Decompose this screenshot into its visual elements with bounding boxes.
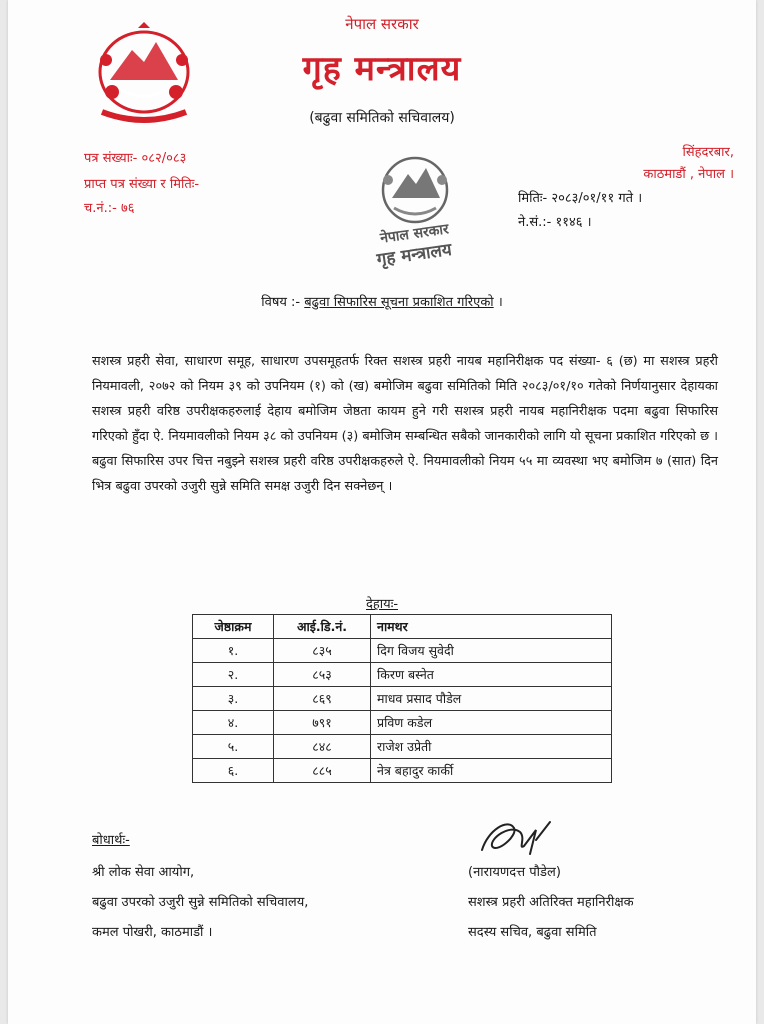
ministry-title: गृह मन्त्रालय <box>302 49 462 89</box>
seniority-cell: ५. <box>193 735 274 759</box>
seniority-cell: १. <box>193 639 274 663</box>
header-seniority: जेष्ठाक्रम <box>193 615 274 639</box>
signatory-designation: सशस्त्र प्रहरी अतिरिक्त महानिरीक्षक <box>468 895 634 910</box>
notice-body: सशस्त्र प्रहरी सेवा, साधारण समूह, साधारण उपसमूहतर्फ रिक्त सशस्त्र प्रहरी नायब महानिरीक्षक पद संख्या- ६ (छ) मा सशस्त्र प्रहरी नियमावली, २०७२ को नियम ३९ को उपनियम (१) को (ख) बमोजिम बढुवा समितिको मिति २०८३/०१/१० गतेको निर्णयानुसार देहायका सशस्त्र प्रहरी वरिष्ठ उपरीक्षकहरुलाई देहाय बमोजिम जेष्ठता कायम हुने गरी सशस्त्र प्रहरी नायब महानिरीक्षक पदमा बढुवा सिफारिस गरिएको हुँदा ऐ. नियमावलीको नियम ३८ को उपनियम (३) बमोजिम सम्बन्धित सबैको जानकारीको लागि यो सूचना प्रकाशित गरिएको छ । बढुवा सिफारिस उपर चित्त नबुझ्ने सशस्त्र प्रहरी वरिष्ठ उपरीक्षकहरुले ऐ. नियमावलीको नियम ५५ मा व्यवस्था भए बमोजिम ७ (सात) दिन भित्र बढुवा उपरको उजुरी सुन्ने समिति समक्ष उजुरी दिन सक्नेछन् । <box>92 354 718 494</box>
letter-date: मितिः- २०८३/०१/११ गते । <box>518 191 643 206</box>
table-row <box>193 711 612 735</box>
id-cell: ८५३ <box>274 663 371 687</box>
id-cell: ८४८ <box>274 735 371 759</box>
name-cell: राजेश उप्रेती <box>371 735 612 759</box>
address-line-2: काठमाडौं , नेपाल । <box>643 167 734 182</box>
table-row <box>193 663 612 687</box>
emblem-text-top: नेपाल सरकार <box>379 221 450 247</box>
government-label: नेपाल सरकार <box>345 15 419 33</box>
name-cell: दिग विजय सुवेदी <box>371 639 612 663</box>
header-name: नामथर <box>371 615 612 639</box>
emblem-text-bottom: गृह मन्त्रालय <box>375 239 454 270</box>
header-id-number: आई.डि.नं. <box>274 615 371 639</box>
letter-page <box>8 0 756 1024</box>
table-row <box>193 639 612 663</box>
cc-heading: बोधार्थः- <box>92 833 130 848</box>
id-cell: ८३५ <box>274 639 371 663</box>
table-row <box>193 759 612 783</box>
seniority-cell: ६. <box>193 759 274 783</box>
office-name: (बढुवा समितिको सचिवालय) <box>309 110 455 126</box>
subject-line <box>8 292 756 310</box>
name-cell: नेत्र बहादुर कार्की <box>371 759 612 783</box>
signatory-committee-role: सदस्य सचिव, बढुवा समिति <box>468 925 597 940</box>
received-letter-number: प्राप्त पत्र संख्या र मितिः- <box>84 177 200 192</box>
subject-text: बढुवा सिफारिस सूचना प्रकाशित गरिएको <box>304 295 494 310</box>
seniority-cell: ३. <box>193 687 274 711</box>
id-cell: ८६९ <box>274 687 371 711</box>
signature-icon <box>474 810 564 868</box>
details-heading: देहायः- <box>365 597 399 612</box>
letter-number: पत्र संख्याः- ०८२/०८३ <box>84 151 187 166</box>
nepal-emblem-stamp-icon <box>360 150 470 270</box>
table-row <box>193 687 612 711</box>
id-cell: ८८५ <box>274 759 371 783</box>
id-cell: ७९१ <box>274 711 371 735</box>
cc-line-2: बढुवा उपरको उजुरी सुन्ने समितिको सचिवालय, <box>92 895 309 910</box>
signatory-name: (नारायणदत्त पौडेल) <box>468 865 561 880</box>
table-header-row <box>193 615 612 639</box>
seniority-cell: २. <box>193 663 274 687</box>
table-row <box>193 735 612 759</box>
cc-line-1: श्री लोक सेवा आयोग, <box>92 865 195 880</box>
promotion-table <box>192 614 612 783</box>
subject-suffix: । <box>497 295 503 310</box>
seniority-cell: ४. <box>193 711 274 735</box>
address-line-1: सिंहदरबार, <box>682 145 734 160</box>
dispatch-number: च.नं.:- ७६ <box>84 201 135 216</box>
cc-line-3: कमल पोखरी, काठमाडौं । <box>92 925 213 940</box>
name-cell: प्रविण कडेल <box>371 711 612 735</box>
subject-prefix: विषय :- <box>261 295 301 310</box>
nepal-samvat-date: ने.सं.:- ११४६ । <box>518 215 592 230</box>
name-cell: माधव प्रसाद पौडेल <box>371 687 612 711</box>
name-cell: किरण बस्नेत <box>371 663 612 687</box>
